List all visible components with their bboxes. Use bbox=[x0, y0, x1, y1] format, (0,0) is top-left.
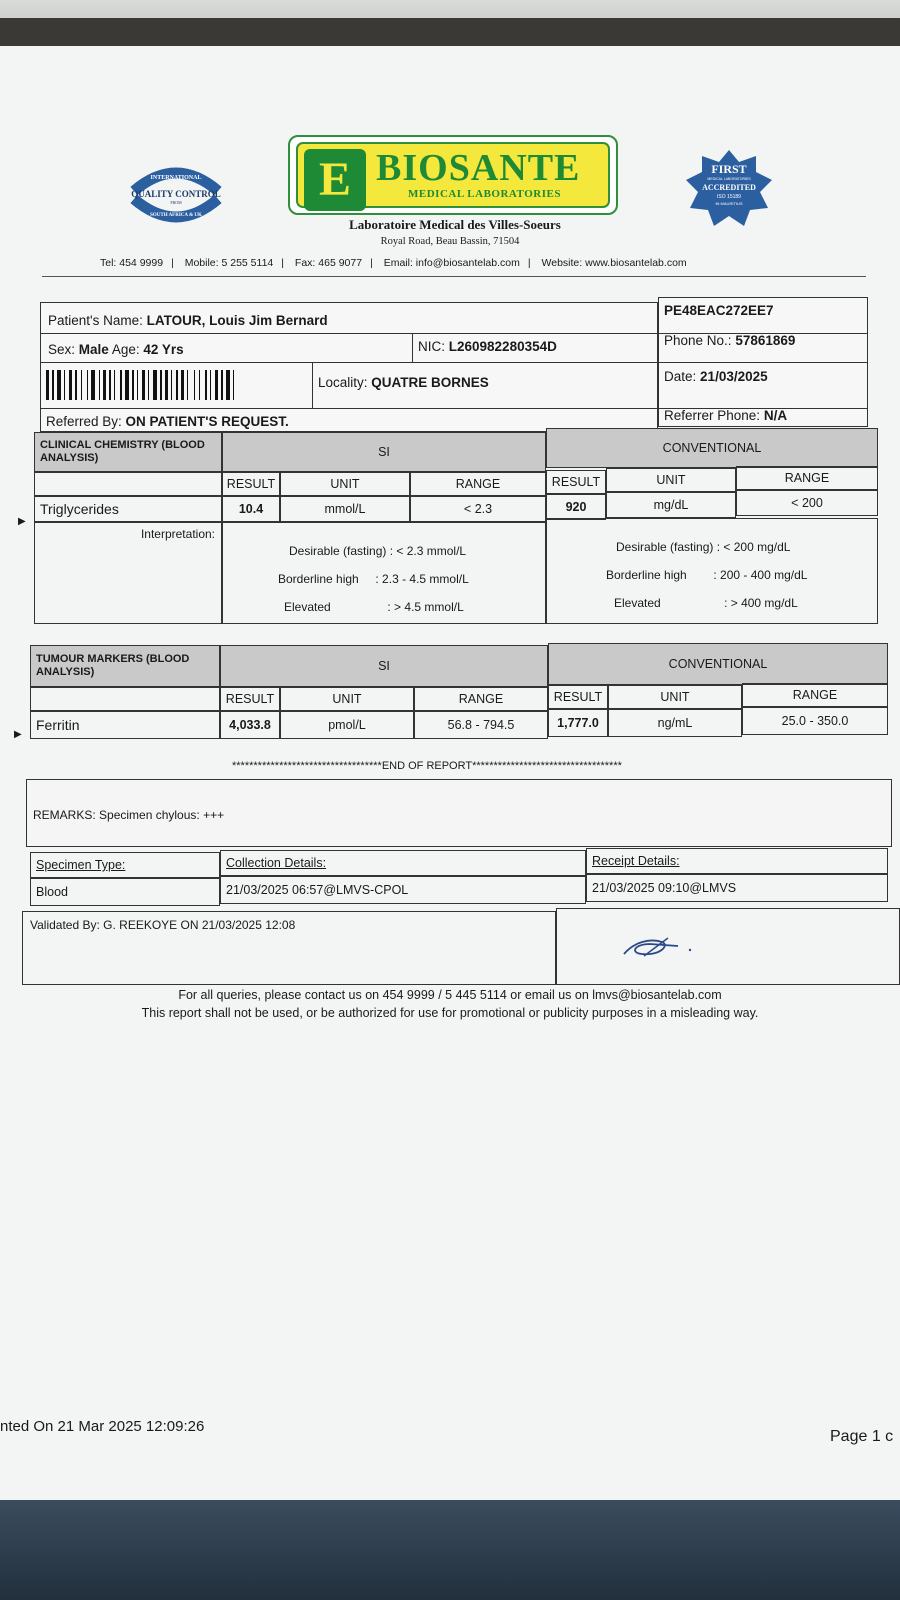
conv-interp-elevated bbox=[614, 596, 798, 610]
first-badge-iso: ISO 15189 bbox=[717, 194, 741, 200]
referrer-phone-row bbox=[664, 408, 787, 423]
si-interp-desirable bbox=[289, 544, 466, 558]
tumour-si-range-header: RANGE bbox=[414, 687, 548, 711]
tumour-si-header: SI bbox=[220, 645, 548, 687]
tumour-section-title: TUMOUR MARKERS (BLOOD ANALYSIS) bbox=[30, 645, 220, 687]
brand-title: BIOSANTE bbox=[376, 147, 581, 189]
collection-details-value: 21/03/2025 06:57@LMVS-CPOL bbox=[220, 876, 586, 904]
conv-range-header: RANGE bbox=[736, 466, 878, 490]
locality-row bbox=[318, 375, 489, 390]
age-value: 42 Yrs bbox=[143, 342, 184, 357]
si-interp-elevated-value: : > 4.5 mmol/L bbox=[387, 600, 464, 614]
referred-row bbox=[46, 414, 289, 429]
qc-badge-from-text: FROM bbox=[170, 200, 182, 205]
ferritin-conv-result: 1,777.0 bbox=[548, 709, 608, 737]
triglycerides-si-unit: mmol/L bbox=[280, 496, 410, 522]
printed-on: nted On 21 Mar 2025 12:09:26 bbox=[0, 1418, 205, 1435]
conv-unit-header: UNIT bbox=[606, 468, 736, 492]
ferritin-si-unit: pmol/L bbox=[280, 711, 414, 739]
date-value: 21/03/2025 bbox=[700, 369, 768, 384]
si-interp-elevated bbox=[284, 600, 464, 614]
interpretation-label: Interpretation: bbox=[34, 522, 222, 624]
conv-interp-desirable bbox=[616, 540, 790, 554]
contact-line: Tel: 454 9999 | Mobile: 5 255 5114 | Fax: 465 9077 | Email: info@biosantelab.com | Website: www.biosantelab.com bbox=[100, 257, 687, 269]
tumour-conv-result-header: RESULT bbox=[548, 685, 608, 709]
first-badge-bottom: IN MAURITIUS bbox=[715, 201, 743, 206]
divider bbox=[312, 362, 313, 408]
locality-value: QUATRE BORNES bbox=[371, 375, 489, 390]
contact-fax: Fax: 465 9077 bbox=[294, 257, 363, 269]
first-accredited-badge bbox=[684, 148, 774, 228]
qc-badge-top-text: INTERNATIONAL bbox=[150, 175, 202, 181]
page-number: Page 1 c bbox=[830, 1428, 894, 1445]
conv-result-header: RESULT bbox=[546, 470, 606, 494]
date-row bbox=[664, 369, 768, 384]
patient-name-row bbox=[48, 313, 328, 328]
remarks-text: REMARKS: Specimen chylous: +++ bbox=[33, 808, 225, 822]
triglycerides-si-range: < 2.3 bbox=[410, 496, 546, 522]
barcode bbox=[46, 370, 306, 400]
si-result-header: RESULT bbox=[222, 472, 280, 496]
test-name-triglycerides: Triglycerides bbox=[34, 496, 222, 522]
collection-details-label: Collection Details: bbox=[220, 850, 586, 876]
validated-by: Validated By: G. REEKOYE ON 21/03/2025 12:08 bbox=[30, 918, 296, 932]
tumour-conv-range-header: RANGE bbox=[742, 683, 888, 707]
referrer-phone-label: Referrer Phone: bbox=[664, 408, 761, 423]
triglycerides-si-result: 10.4 bbox=[222, 496, 280, 522]
contact-tel: Tel: 454 9999 bbox=[100, 257, 164, 269]
ferritin-si-range: 56.8 - 794.5 bbox=[414, 711, 548, 739]
tumour-conventional-header: CONVENTIONAL bbox=[548, 643, 888, 685]
specimen-type-label: Specimen Type: bbox=[30, 852, 220, 878]
contact-website: Website: www.biosantelab.com bbox=[541, 257, 687, 269]
si-unit-header: UNIT bbox=[280, 472, 410, 496]
test-name-ferritin: Ferritin bbox=[30, 711, 220, 739]
row-pointer-icon: ▶ bbox=[14, 729, 22, 740]
contact-email: Email: info@biosantelab.com bbox=[383, 257, 520, 269]
quality-control-badge bbox=[126, 163, 226, 227]
signature-box bbox=[556, 908, 900, 985]
sex-age-row bbox=[48, 342, 184, 357]
conv-interp-borderline bbox=[606, 568, 807, 582]
qc-badge-bottom-text: SOUTH AFRICA & UK bbox=[150, 213, 202, 218]
divider bbox=[412, 333, 413, 363]
qc-badge-main-text: QUALITY CONTROL bbox=[131, 189, 221, 199]
si-interp-borderline-label: Borderline high bbox=[278, 572, 359, 586]
conv-interp-borderline-label: Borderline high bbox=[606, 568, 687, 582]
tumour-si-unit-header: UNIT bbox=[280, 687, 414, 711]
si-interp-elevated-label: Elevated bbox=[284, 600, 331, 614]
end-of-report: ***********************************END OF REPORT*********************************** bbox=[232, 760, 622, 772]
patient-name: LATOUR, Louis Jim Bernard bbox=[146, 313, 328, 328]
nic-value: L260982280354D bbox=[448, 339, 557, 354]
chemistry-conventional-header: CONVENTIONAL bbox=[546, 428, 878, 468]
disclaimer-text: This report shall not be used, or be authorized for use for promotional or publicity purposes in a misleading way. bbox=[141, 1006, 759, 1020]
biosante-logo-mark: E bbox=[304, 149, 366, 211]
si-interp-borderline-value: : 2.3 - 4.5 mmol/L bbox=[375, 572, 469, 586]
photo-bottom-background bbox=[0, 1500, 900, 1600]
triglycerides-conv-result: 920 bbox=[546, 494, 606, 520]
blank-header-cell bbox=[34, 472, 222, 496]
referrer-phone-value: N/A bbox=[763, 408, 788, 423]
divider bbox=[40, 362, 868, 363]
referred-label: Referred By: bbox=[46, 414, 122, 429]
first-badge-small: MEDICAL LABORATORIES bbox=[707, 177, 751, 181]
conv-interp-desirable-label: Desirable (fasting) bbox=[616, 540, 714, 554]
si-interp-desirable-value: : < 2.3 mmol/L bbox=[389, 544, 467, 558]
lab-address: Royal Road, Beau Bassin, 71504 bbox=[380, 236, 520, 247]
phone-value: 57861869 bbox=[735, 333, 796, 348]
tumour-conv-unit-header: UNIT bbox=[608, 685, 742, 709]
contact-mobile: Mobile: 5 255 5114 bbox=[184, 257, 274, 269]
queries-text: For all queries, please contact us on 454 9999 / 5 445 5114 or email us on lmvs@biosantelab.com bbox=[178, 988, 722, 1002]
locality-label: Locality: bbox=[318, 375, 368, 390]
patient-id: PE48EAC272EE7 bbox=[664, 303, 774, 318]
conv-interp-elevated-label: Elevated bbox=[614, 596, 661, 610]
nic-row bbox=[418, 339, 557, 354]
sex-value: Male bbox=[78, 342, 109, 357]
row-pointer-icon: ▶ bbox=[18, 516, 26, 527]
age-label: Age: bbox=[111, 342, 140, 357]
chemistry-si-header: SI bbox=[222, 432, 546, 472]
triglycerides-conv-range: < 200 bbox=[736, 490, 878, 516]
biosante-logo bbox=[288, 135, 618, 215]
date-label: Date: bbox=[664, 369, 697, 384]
lab-name: Laboratoire Medical des Villes-Soeurs bbox=[349, 217, 561, 232]
conv-interp-desirable-value: : < 200 mg/dL bbox=[716, 540, 791, 554]
brand-subtitle: MEDICAL LABORATORIES bbox=[408, 188, 561, 200]
specimen-type-value: Blood bbox=[30, 878, 220, 906]
conv-interp-borderline-value: : 200 - 400 mg/dL bbox=[713, 568, 808, 582]
first-badge-main: ACCREDITED bbox=[702, 183, 756, 192]
phone-row bbox=[664, 333, 795, 348]
first-badge-title: FIRST bbox=[711, 162, 747, 176]
tumour-markers-table bbox=[30, 645, 888, 751]
receipt-details-value: 21/03/2025 09:10@LMVS bbox=[586, 874, 888, 902]
chemistry-table bbox=[34, 432, 878, 642]
referred-value: ON PATIENT'S REQUEST. bbox=[125, 414, 289, 429]
nic-label: NIC: bbox=[418, 339, 445, 354]
ferritin-si-result: 4,033.8 bbox=[220, 711, 280, 739]
blank-header-cell bbox=[30, 687, 220, 711]
receipt-details-label: Receipt Details: bbox=[586, 848, 888, 874]
header-divider bbox=[42, 276, 866, 277]
specimen-table bbox=[30, 850, 888, 908]
signature-image bbox=[620, 932, 700, 962]
conv-interp-elevated-value: : > 400 mg/dL bbox=[724, 596, 798, 610]
ferritin-conv-range: 25.0 - 350.0 bbox=[742, 707, 888, 735]
si-interp-borderline bbox=[278, 572, 469, 586]
phone-label: Phone No.: bbox=[664, 333, 732, 348]
ferritin-conv-unit: ng/mL bbox=[608, 709, 742, 737]
sex-label: Sex: bbox=[48, 342, 76, 357]
si-interp-desirable-label: Desirable (fasting) bbox=[289, 544, 387, 558]
chemistry-section-title: CLINICAL CHEMISTRY (BLOOD ANALYSIS) bbox=[34, 432, 222, 472]
patient-name-label: Patient's Name: bbox=[48, 313, 143, 328]
si-range-header: RANGE bbox=[410, 472, 546, 496]
triglycerides-conv-unit: mg/dL bbox=[606, 492, 736, 518]
tumour-si-result-header: RESULT bbox=[220, 687, 280, 711]
